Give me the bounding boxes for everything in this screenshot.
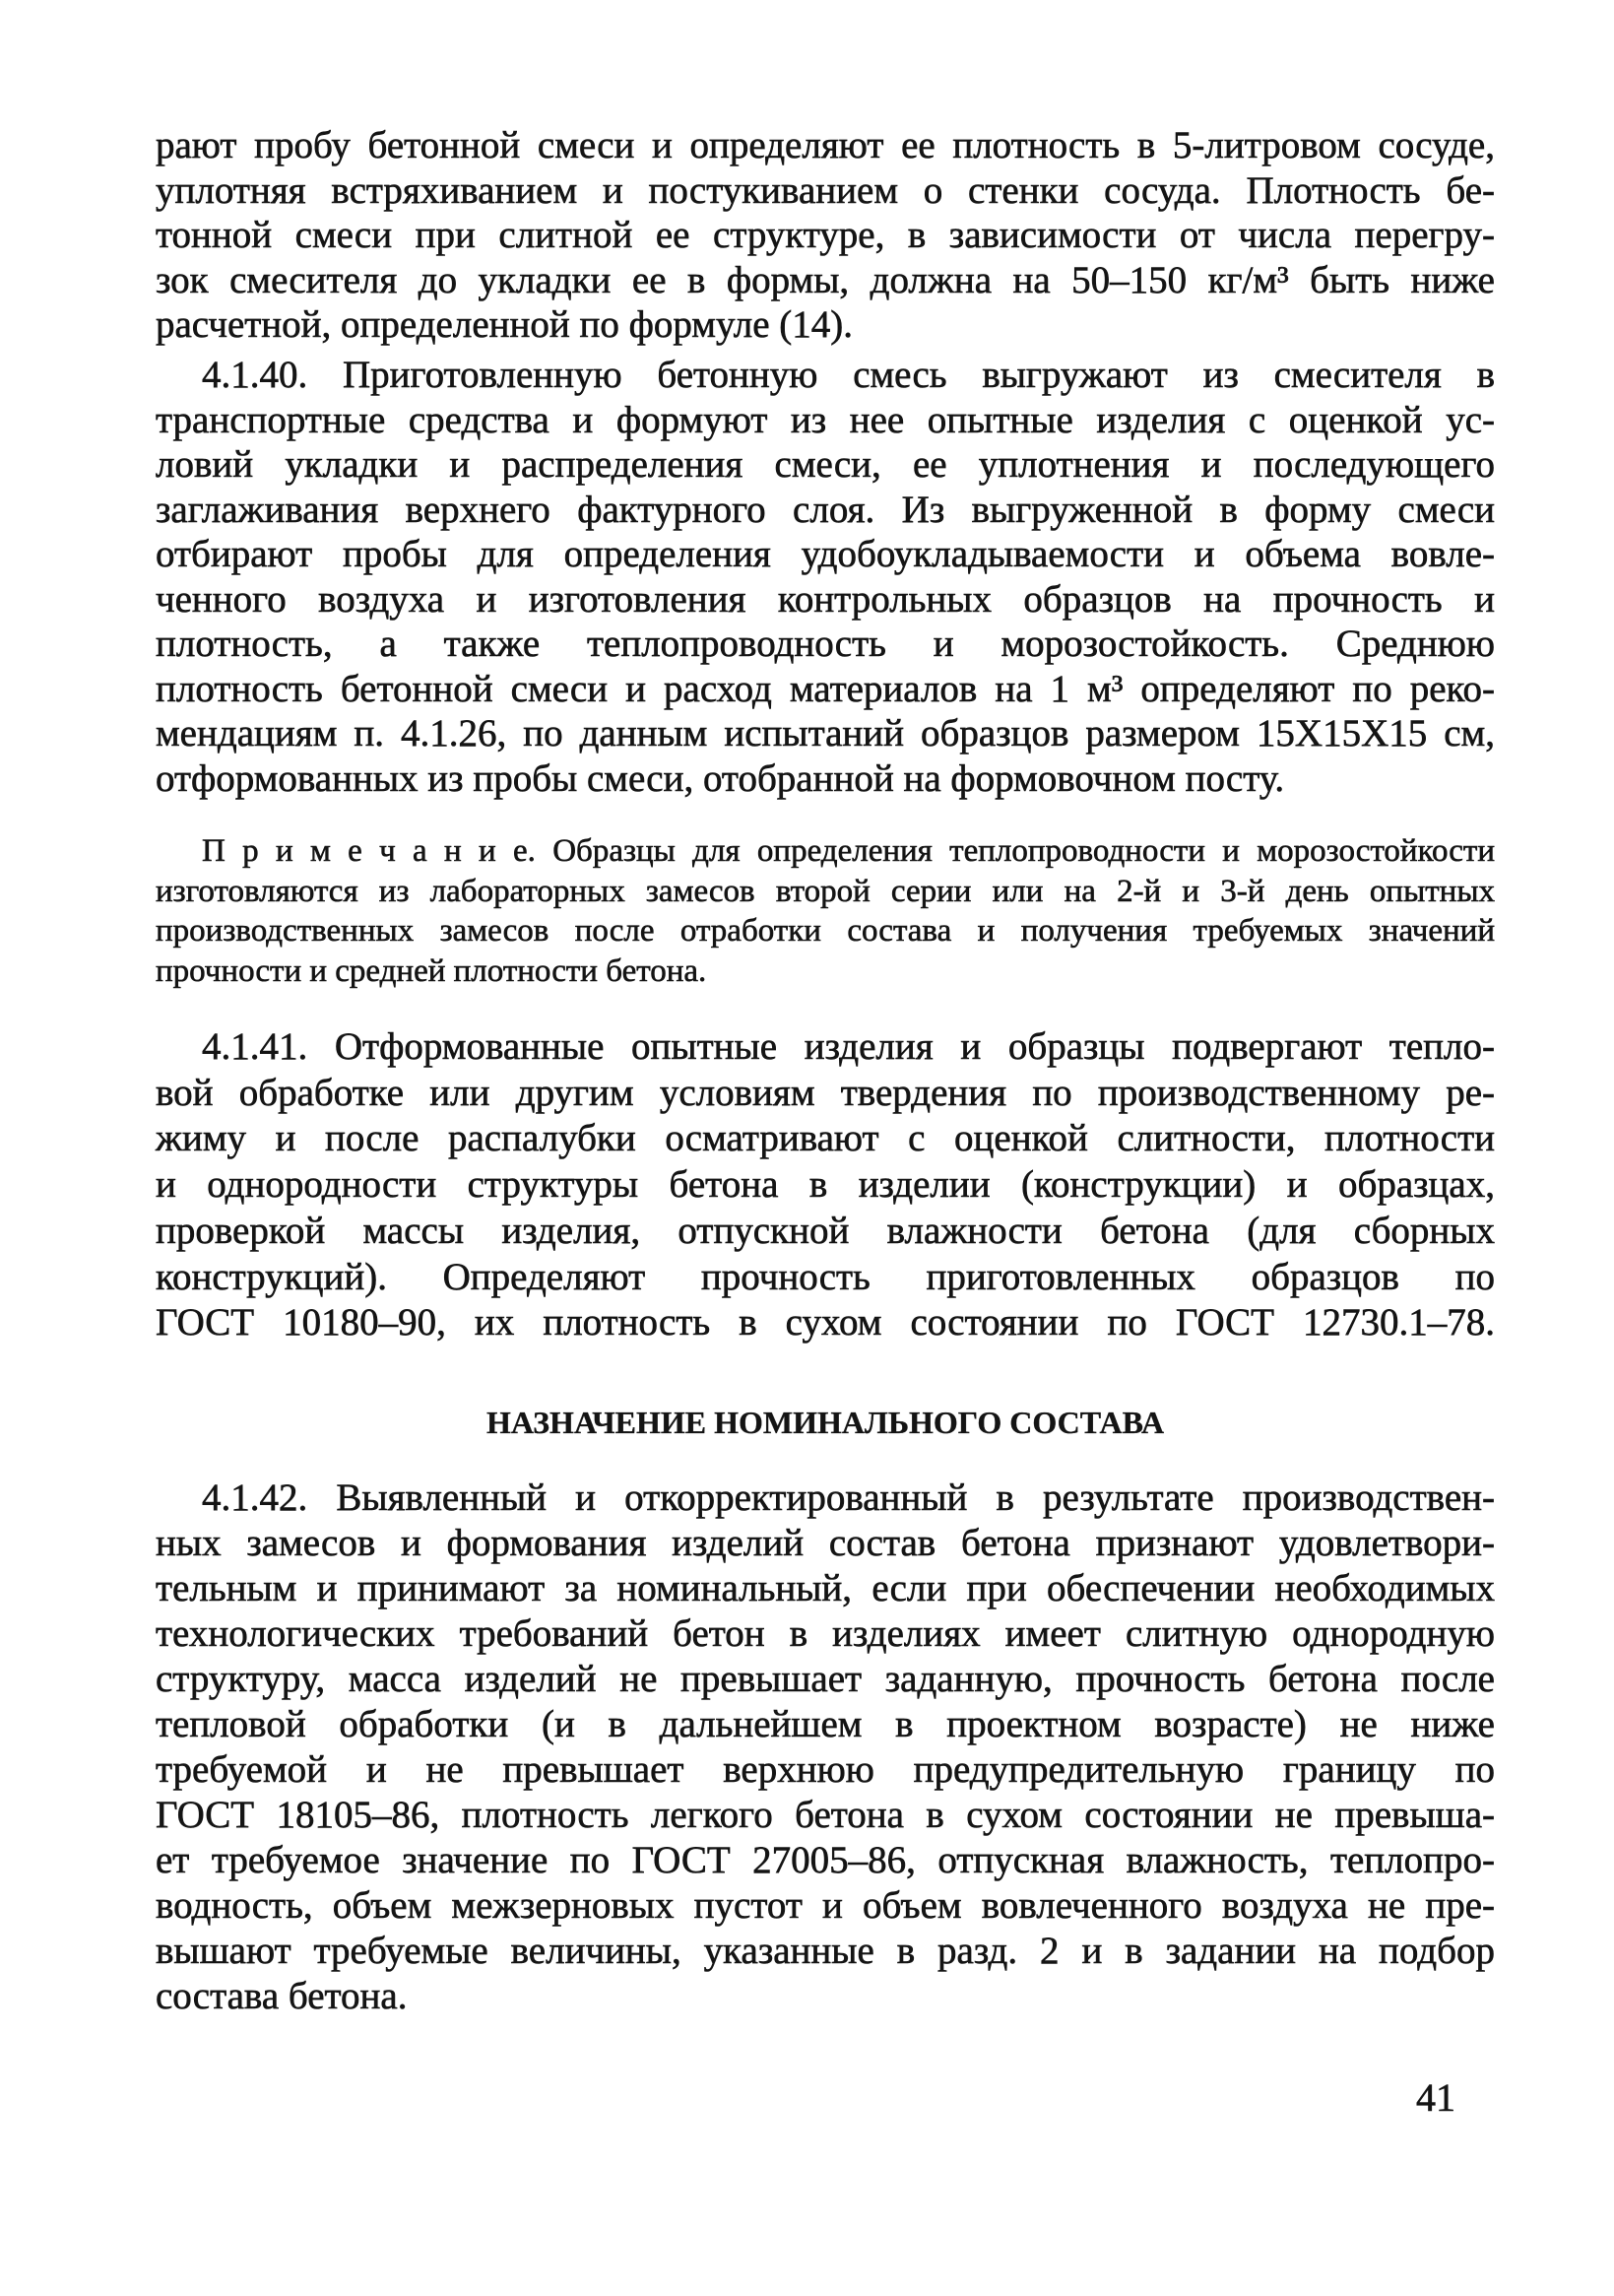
- text-line: рают пробу бетонной смеси и определяют ее плотность в 5-литровом сосуде,: [156, 124, 1495, 166]
- text-line: ГОСТ 18105–86, плотность легкого бетона в сухом состоянии не превыша-: [156, 1794, 1495, 1836]
- paragraph-4-1-40: [156, 353, 1495, 801]
- text-line: и однородности структуры бетона в изделии (конструкции) и образцах,: [156, 1163, 1495, 1207]
- text-line: транспортные средства и формуют из нее опытные изделия с оценкой ус-: [156, 398, 1495, 441]
- text-line: проверкой массы изделия, отпускной влажности бетона (для сборных: [156, 1209, 1495, 1252]
- text-line: ловий укладки и распределения смеси, ее уплотнения и последующего: [156, 443, 1495, 486]
- paragraph-4-1-42: [156, 1476, 1495, 2019]
- text-line: тельным и принимают за номинальный, если при обеспечении необходимых: [156, 1567, 1495, 1609]
- text-line: тонной смеси при слитной ее структуре, в зависимости от числа перегру-: [156, 214, 1495, 256]
- text-line: 4.1.41. Отформованные опытные изделия и образцы подвергают тепло-: [202, 1025, 1495, 1068]
- text-line: заглаживания верхнего фактурного слоя. Из выгруженной в форму смеси: [156, 488, 1495, 531]
- text-line: требуемой и не превышает верхнюю предупредительную границу по: [156, 1748, 1495, 1791]
- note-block: [156, 831, 1495, 991]
- text-line: вой обработке или другим условиям твердения по производственному ре-: [156, 1071, 1495, 1114]
- note-line: П р и м е ч а н и е. Образцы для определения теплопроводности и морозостойкости: [202, 833, 1495, 869]
- text-line: ет требуемое значение по ГОСТ 27005–86, отпускная влажность, теплопро-: [156, 1839, 1495, 1881]
- paragraph-continuation: [156, 123, 1495, 348]
- section-heading: НАЗНАЧЕНИЕ НОМИНАЛЬНОГО СОСТАВА: [485, 1405, 1165, 1440]
- note-line: прочности и средней плотности бетона.: [156, 952, 707, 989]
- note-line: производственных замесов после отработки состава и получения требуемых значений: [156, 913, 1495, 950]
- text-line: отбирают пробы для определения удобоукладываемости и объема вовле-: [156, 533, 1495, 575]
- text-line: ных замесов и формования изделий состав бетона признают удовлетвори-: [156, 1522, 1495, 1564]
- text-line: вышают требуемые величины, указанные в разд. 2 и в задании на подбор: [156, 1930, 1495, 1972]
- text-line: состава бетона.: [156, 1975, 408, 2017]
- text-line: 4.1.40. Приготовленную бетонную смесь выгружают из смесителя в: [202, 354, 1495, 396]
- text-line: уплотняя встряхиванием и постукиванием о стенки сосуда. Плотность бе-: [156, 168, 1495, 212]
- text-line: жиму и после распалубки осматривают с оценкой слитности, плотности: [156, 1117, 1495, 1160]
- page-number: 41: [1416, 2075, 1455, 2120]
- text-line: расчетной, определенной по формуле (14).: [156, 303, 854, 346]
- paragraph-4-1-41: [156, 1024, 1495, 1346]
- text-line: водность, объем межзерновых пустот и объем вовлеченного воздуха не пре-: [156, 1884, 1495, 1927]
- text-line: структуру, масса изделий не превышает заданную, прочность бетона после: [156, 1658, 1495, 1700]
- text-line: плотность бетонной смеси и расход материалов на 1 м³ определяют по реко-: [156, 667, 1495, 710]
- note-line: изготовляются из лабораторных замесов второй серии или на 2-й и 3-й день опытных: [156, 873, 1495, 909]
- text-line: тепловой обработки (и в дальнейшем в проектном возрасте) не ниже: [156, 1703, 1495, 1745]
- text-line: конструкций). Определяют прочность приготовленных образцов по: [156, 1255, 1495, 1298]
- text-line: отформованных из пробы смеси, отобранной на формовочном посту.: [156, 756, 1285, 800]
- text-line: зок смесителя до укладки ее в формы, должна на 50–150 кг/м³ быть ниже: [156, 258, 1495, 301]
- text-line: технологических требований бетон в изделиях имеет слитную однородную: [156, 1612, 1495, 1655]
- text-line: ГОСТ 10180–90, их плотность в сухом состоянии по ГОСТ 12730.1–78.: [156, 1301, 1495, 1345]
- text-line: ченного воздуха и изготовления контрольных образцов на прочность и: [156, 577, 1495, 621]
- text-line: плотность, а также теплопроводность и морозостойкость. Среднюю: [156, 623, 1495, 665]
- text-line: 4.1.42. Выявленный и откорректированный в результате производствен-: [202, 1476, 1495, 1519]
- text-line: мендациям п. 4.1.26, по данным испытаний образцов размером 15X15X15 см,: [156, 712, 1495, 754]
